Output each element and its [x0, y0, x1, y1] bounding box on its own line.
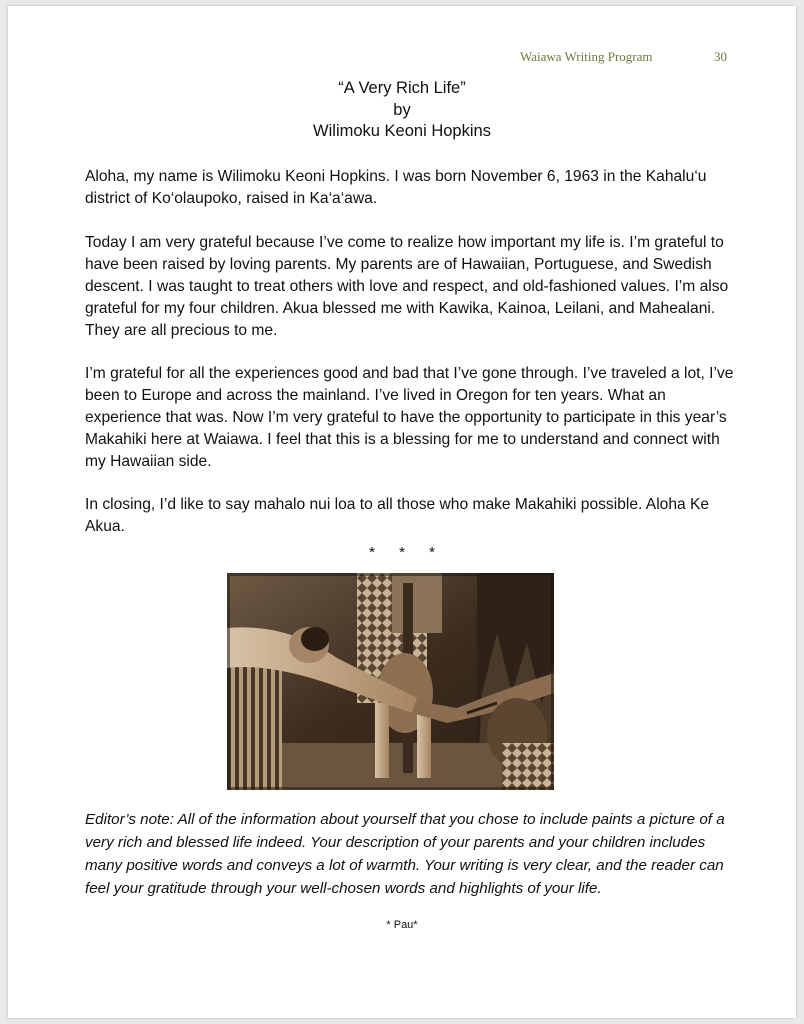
byline-by: by [393, 100, 411, 119]
paragraph-text: In closing, I’d like to say mahalo nui loa to all those who make Makahiki possible. Aloha Ke Akua. [85, 496, 710, 535]
paragraph-2 [85, 232, 735, 342]
paragraph-text: I’m grateful for all the experiences good and bad that I’ve gone through. I’ve traveled a lot, I’ve been to Europe and across the mainland. I’ve lived in Oregon for ten years. What an experience that was. Now I’m very grateful to have the opportunity to participate in this year’s Makahiki here at Waiawa. I feel that this is a blessing for me to understand and connect with my Hawaiian side. [85, 365, 734, 470]
separator-star: * [429, 544, 435, 561]
page-number: 30 [714, 49, 727, 64]
essay-title: “A Very Rich Life” [338, 79, 466, 97]
program-name: Waiawa Writing Program [520, 49, 653, 64]
separator-star: * [399, 544, 405, 561]
document-page [8, 6, 796, 1018]
paragraph-3 [85, 363, 735, 473]
paragraph-1 [85, 166, 735, 210]
author-name: Wilimoku Keoni Hopkins [313, 122, 491, 140]
closing-mark: * Pau* [386, 919, 418, 931]
title-block [8, 78, 796, 143]
page-header [8, 49, 796, 69]
paragraph-4 [85, 494, 735, 538]
paragraph-text: Today I am very grateful because I’ve come to realize how important my life is. I’m grateful to have been raised by loving parents. My parents are of Hawaiian, Portuguese, and Swedish descent. I was taught to treat others with love and respect, and old-fashioned values. I’m also grateful for my four children. Akua blessed me with Kawika, Kainoa, Leilani, and Mahealani. They are all precious to me. [85, 234, 729, 339]
editor-note: Editor’s note: All of the information about yourself that you chose to include paints a picture of a very rich and blessed life indeed. Your description of your parents and your children includes many positive words and conveys a lot of warmth. Your writing is very clear, and the reader can feel your gratitude through your well-chosen words and highlights of your life. [85, 811, 725, 897]
paragraph-text: Aloha, my name is Wilimoku Keoni Hopkins. I was born November 6, 1963 in the Kahalu‘u district of Ko‘olaupoko, raised in Ka‘a‘awa. [85, 168, 707, 207]
ceremony-photo [227, 573, 554, 790]
separator-star: * [369, 544, 375, 561]
section-separator [8, 544, 796, 561]
